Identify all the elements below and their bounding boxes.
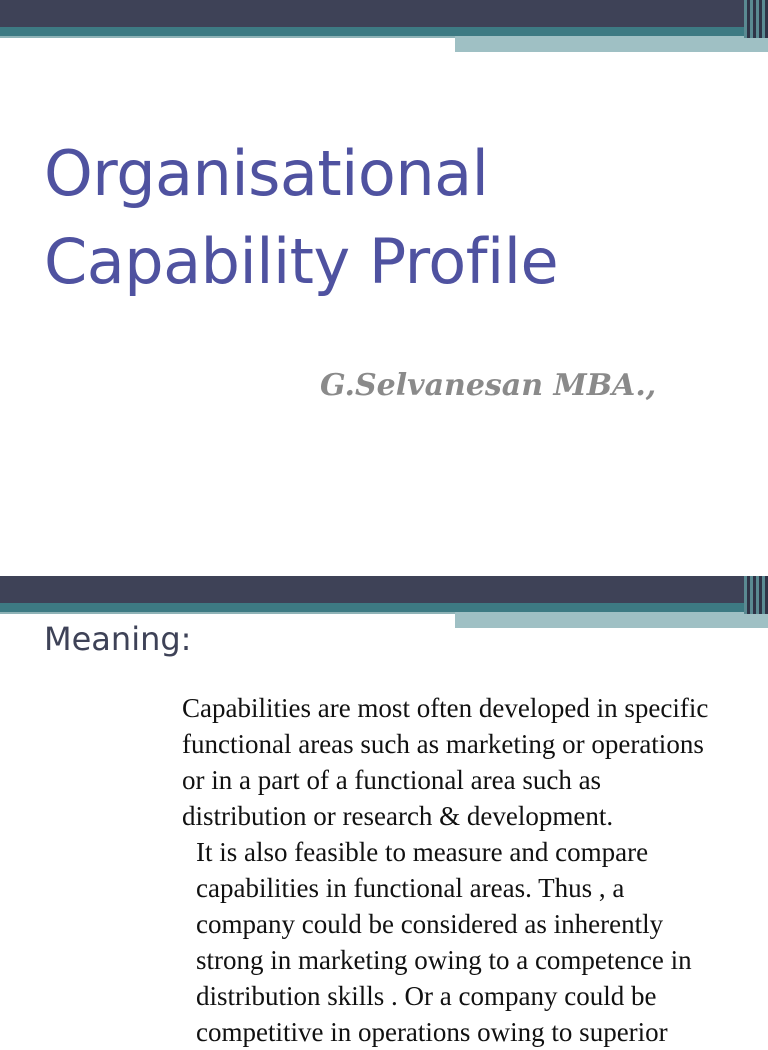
section-heading: Meaning:: [44, 620, 192, 658]
slide-title-heading: [44, 130, 744, 306]
header-band-block: [455, 612, 768, 628]
header-band-stripes: [744, 0, 768, 38]
title-line-1: Organisational: [44, 137, 489, 210]
header-band-dark: [0, 576, 768, 603]
header-band-teal: [0, 603, 768, 612]
body-text: [74, 690, 724, 1050]
header-band-line: [0, 612, 455, 614]
paragraph-1: Capabilities are most often developed in specific functional areas such as marketing or operations or in a part of a functional area such as distribution or research & development.: [182, 693, 709, 831]
header-band-teal: [0, 27, 768, 36]
header-band-block: [455, 36, 768, 52]
title-line-2: Capability Profile: [44, 225, 559, 298]
author-name: G.Selvanesan MBA.,: [320, 368, 657, 403]
paragraph-2: It is also feasible to measure and compare capabilities in functional areas. Thus , a company could be considered as inherently strong in marketing owing to a competence in distribution skills . Or a company could be competitive in operations owing to superior: [196, 837, 692, 1047]
slide-meaning: [0, 576, 768, 1047]
header-band-stripes: [744, 576, 768, 614]
header-band: [0, 0, 768, 52]
header-band-dark: [0, 0, 768, 27]
header-band-line: [0, 36, 455, 38]
